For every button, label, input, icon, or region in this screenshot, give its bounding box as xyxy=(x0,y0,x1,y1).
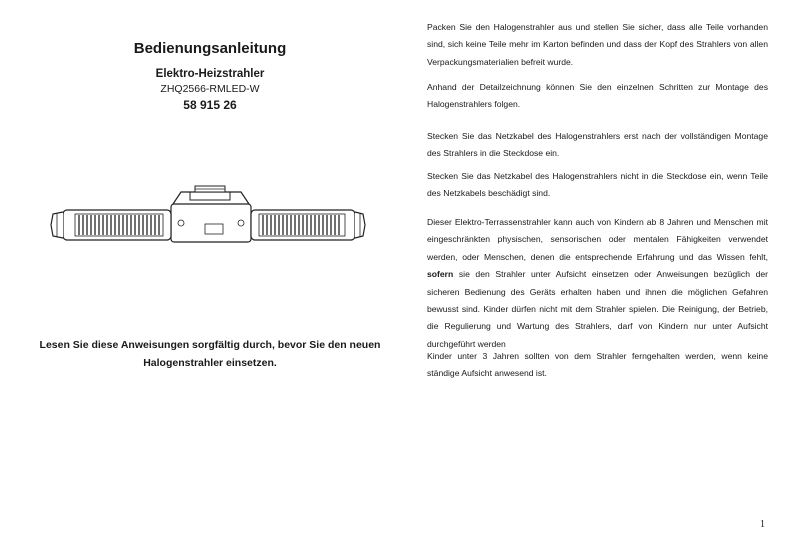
product-subtitle: Elektro-Heizstrahler xyxy=(155,68,265,80)
paragraph-damaged-cable: Stecken Sie das Netzkabel des Halogenstrahlers nicht in die Steckdose ein, wenn Teile des Netzkabels beschädigt sind. xyxy=(427,171,768,199)
article-number: 58 915 26 xyxy=(183,98,237,112)
paragraph-assembly: Anhand der Detailzeichnung können Sie den einzelnen Schritten zur Montage des Halogenstrahlers folgen. xyxy=(427,82,768,110)
manual-title: Bedienungsanleitung xyxy=(133,40,287,57)
read-instructions-notice xyxy=(0,336,420,372)
paragraph-plug-after-assembly: Stecken Sie das Netzkabel des Halogenstrahlers erst nach der vollständigen Montage des Strahlers in die Steckdose ein. xyxy=(427,131,768,159)
notice-line-1: Lesen Sie diese Anweisungen sorgfältig durch, bevor Sie den neuen xyxy=(39,339,381,351)
paragraph-unpacking: Packen Sie den Halogenstrahler aus und stellen Sie sicher, dass alle Teile vorhanden sind, sich keine Teile mehr im Karton befinden und dass der Kopf des Strahlers von allen Verpackungsmaterialien befreit wurde. xyxy=(427,22,768,67)
paragraph-children-safety xyxy=(427,214,768,353)
model-number: ZHQ2566-RMLED-W xyxy=(160,83,260,95)
paragraph-young-children: Kinder unter 3 Jahren sollten von dem Strahler ferngehalten werden, wenn keine ständige Aufsicht anwesend ist. xyxy=(427,351,768,379)
heater-illustration xyxy=(45,184,370,250)
safety-text-before: Dieser Elektro-Terrassenstrahler kann auch von Kindern ab 8 Jahren und Menschen mit eingeschränkten physischen, sensorischen oder mentalen Fähigkeiten verwendet werden, oder Menschen, denen die entsprechende Erfahrung und das Wissen fehlt, xyxy=(427,217,768,262)
safety-text-bold: sofern xyxy=(427,269,454,280)
notice-line-2: Halogenstrahler einsetzen. xyxy=(143,357,277,369)
safety-text-after: sie den Strahler unter Aufsicht einsetzen oder Anweisungen bezüglich der sicheren Bedienung des Geräts erhalten haben und ihnen die möglichen Gefahren bewusst sind. Kinder dürfen nicht mit dem Strahler spielen. Die Reinigung, der Betrieb, die Regulierung und Wartung des Strahlers, darf von Kindern nur unter Aufsicht durchgeführt werden xyxy=(427,269,769,349)
page-number: 1 xyxy=(760,519,765,530)
